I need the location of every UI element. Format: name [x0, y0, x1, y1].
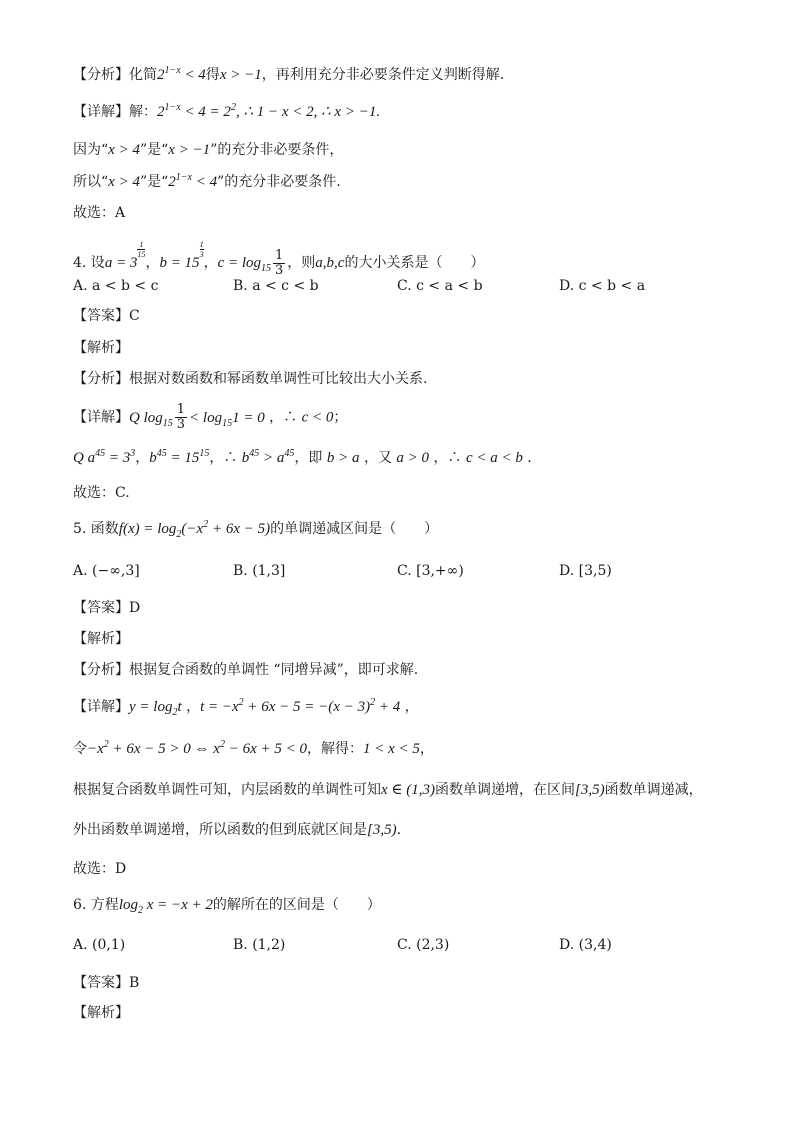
q5-detail: 【详解】$y = \log_2t$ ，$t = -x^2 + 6x - 5 = -(x - 3)^2 + 4$ ，	[73, 697, 419, 718]
q6-option-d: D. (3,4)	[559, 937, 612, 953]
q4-stem: 4. 设a = 3 $\frac{1}{15}$ ，b = 15 $\frac{1}{3}$ ，$c = \log_{15}$ $\frac{1}{3}$ ，则a,b,c的大小关系是（ ）	[73, 240, 485, 278]
q5-line2: 根据复合函数单调性可知，内层函数的单调性可知x ∈ (1,3)函数单调递增，在区间[3,5)函数单调递减，	[73, 782, 703, 798]
analysis-label: 【分析】	[73, 67, 129, 83]
q6-stem: 6. 方程$\log_2 x = -x + 2$的解所在的区间是（ ）	[73, 897, 381, 916]
q6-option-a: A. (0,1)	[73, 937, 126, 953]
q6-jiexi: 【解析】	[73, 1005, 129, 1021]
q4-detail1: 【详解】Q $\log_{15}$ $\frac{1}{3}$ < $\log_{15}1 = 0$ ，∴ c < 0；	[73, 402, 348, 432]
q4-answer: 【答案】C	[73, 308, 140, 324]
q5-jiexi: 【解析】	[73, 631, 129, 647]
q5-option-c: C. [3,+∞)	[397, 563, 464, 579]
q5-stem: 5. 函数$f(x) = \log_2(-x^2 + 6x - 5)$的单调递减区间是（ ）	[73, 519, 439, 540]
q3-analysis: 【分析】化简$2^{1-x} < 4$得x > −1，再利用充分非必要条件定义判断得解.	[73, 65, 505, 83]
q5-choose: 故选：D	[73, 861, 127, 877]
q5-option-b: B. (1,3]	[233, 563, 286, 579]
q4-option-c: C. c < a < b	[397, 278, 483, 294]
q4-jiexi: 【解析】	[73, 340, 129, 356]
detail-label: 【详解】	[73, 104, 129, 120]
q5-answer: 【答案】D	[73, 600, 141, 616]
q4-analysis: 【分析】根据对数函数和幂函数单调性可比较出大小关系.	[73, 371, 428, 387]
q4-option-d: D. c < b < a	[559, 278, 646, 294]
q4-choose: 故选：C.	[73, 485, 130, 501]
q6-option-b: B. (1,2)	[233, 937, 286, 953]
q3-line2: 所以“x > 4”是“$2^{1-x} < 4$”的充分非必要条件.	[73, 172, 341, 190]
q4-option-b: B. a < c < b	[233, 278, 319, 294]
q6-option-c: C. (2,3)	[397, 937, 450, 953]
q5-option-d: D. [3,5)	[559, 563, 612, 579]
q5-line3: 外出函数单调递增，所以函数的但到底就区间是[3,5).	[73, 822, 402, 838]
q3-choose: 故选：A	[73, 205, 126, 221]
q3-detail: 【详解】解：$2^{1-x} < 4 = 2^2$, ∴ 1 − x < 2, ∴ x > −1.	[73, 102, 381, 120]
q5-analysis: 【分析】根据复合函数的单调性 “同增异减”，即可求解.	[73, 662, 419, 678]
q6-answer: 【答案】B	[73, 975, 140, 991]
q5-line1: 令$-x^2 + 6x - 5 > 0$ ⇔ $x^2 - 6x + 5 < 0$，解得：1 < x < 5，	[73, 739, 434, 757]
q5-option-a: A. (−∞,3]	[73, 563, 140, 579]
q3-line1: 因为“x > 4”是“x > −1”的充分非必要条件，	[73, 142, 344, 158]
q4-detail2: Q $a^{45} = 3^3$，$b^{45} = 15^{15}$，∴ $b^{45} > a^{45}$，即 b > a ，又 a > 0 ，∴ c < a < b .	[73, 448, 532, 466]
q4-option-a: A. a < b < c	[73, 278, 159, 294]
